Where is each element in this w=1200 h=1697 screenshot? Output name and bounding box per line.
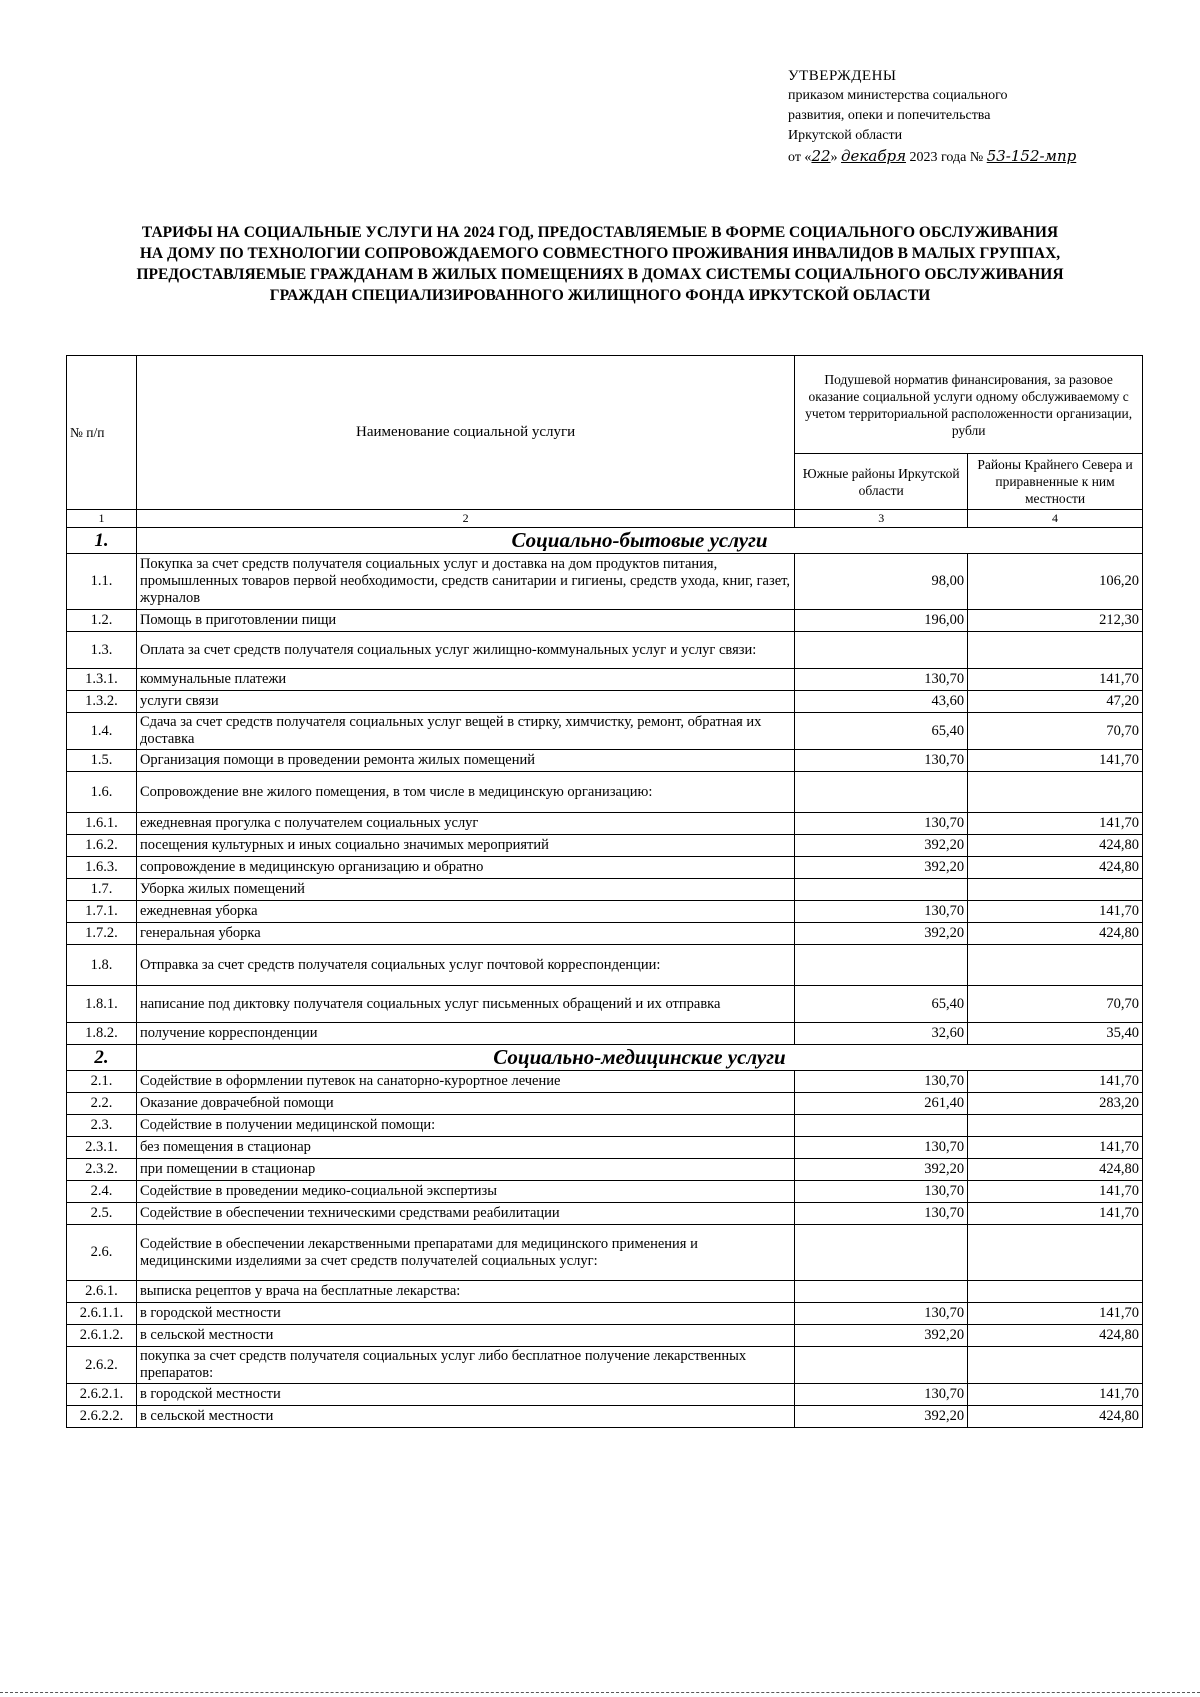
date-prefix: от « (788, 150, 812, 165)
tariff-north: 424,80 (968, 923, 1143, 945)
table-row (67, 1325, 1143, 1347)
table-row (67, 813, 1143, 835)
tariff-south: 130,70 (795, 1303, 968, 1325)
service-name: без помещения в стационар (136, 1137, 794, 1159)
table-row (67, 632, 1143, 669)
tariff-south (795, 945, 968, 986)
tariff-south: 392,20 (795, 1406, 968, 1428)
tariff-south: 261,40 (795, 1093, 968, 1115)
section-number: 1. (67, 528, 137, 554)
approval-date-line (788, 146, 1188, 168)
table-row (67, 923, 1143, 945)
tariff-south: 65,40 (795, 986, 968, 1023)
table-row (67, 713, 1143, 750)
service-name: ежедневная прогулка с получателем социальных услуг (136, 813, 794, 835)
service-name: Оплата за счет средств получателя социальных услуг жилищно-коммунальных услуг и услуг связи: (136, 632, 794, 669)
tariff-south (795, 1225, 968, 1281)
tariff-south: 392,20 (795, 835, 968, 857)
table-row (67, 901, 1143, 923)
row-number: 2.6.1. (67, 1281, 137, 1303)
tariff-north: 141,70 (968, 669, 1143, 691)
service-name: Содействие в проведении медико-социальной экспертизы (136, 1181, 794, 1203)
service-name: Организация помощи в проведении ремонта жилых помещений (136, 750, 794, 772)
tariff-north: 70,70 (968, 986, 1143, 1023)
table-row (67, 1159, 1143, 1181)
tariff-north: 141,70 (968, 1384, 1143, 1406)
tariff-south: 130,70 (795, 1384, 968, 1406)
tariff-north: 141,70 (968, 1203, 1143, 1225)
row-number: 2.5. (67, 1203, 137, 1225)
row-number: 1.2. (67, 610, 137, 632)
row-number: 2.4. (67, 1181, 137, 1203)
header-norm: Подушевой норматив финансирования, за разовое оказание социальной услуги одному обслуживаемому с учетом территориальной расположенности организации, рубли (795, 356, 1143, 454)
service-name: Покупка за счет средств получателя социальных услуг и доставка на дом продуктов питания, промышленных товаров первой необходимости, средств санитарии и гигиены, средств ухода, книг, газет, журналов (136, 554, 794, 610)
table-row (67, 1137, 1143, 1159)
page-edge-rule (0, 1692, 1200, 1693)
tariff-south (795, 772, 968, 813)
date-day: 22 (811, 147, 831, 165)
row-number: 1.6.1. (67, 813, 137, 835)
service-name: Оказание доврачебной помощи (136, 1093, 794, 1115)
service-name: получение корреспонденции (136, 1023, 794, 1045)
service-name: Содействие в обеспечении лекарственными препаратами для медицинского применения и медицинскими изделиями за счет средств получателей социальных услуг: (136, 1225, 794, 1281)
tariff-north: 141,70 (968, 1181, 1143, 1203)
tariff-north: 141,70 (968, 813, 1143, 835)
tariff-south: 392,20 (795, 923, 968, 945)
date-mid: » (830, 150, 838, 165)
table-row (67, 1384, 1143, 1406)
row-number: 2.6. (67, 1225, 137, 1281)
table-row (67, 610, 1143, 632)
row-number: 2.1. (67, 1071, 137, 1093)
tariff-south (795, 879, 968, 901)
row-number: 2.6.2. (67, 1347, 137, 1384)
tariffs-table (66, 355, 1143, 1428)
table-row (67, 1115, 1143, 1137)
tariff-north (968, 632, 1143, 669)
date-month: декабря (841, 147, 907, 165)
table-row (67, 1181, 1143, 1203)
tariff-north: 141,70 (968, 1303, 1143, 1325)
row-number: 1.7.2. (67, 923, 137, 945)
approval-block (788, 66, 1188, 168)
table-row (67, 857, 1143, 879)
tariff-north (968, 1347, 1143, 1384)
service-name: при помещении в стационар (136, 1159, 794, 1181)
tariff-north: 70,70 (968, 713, 1143, 750)
service-name: Содействие в обеспечении техническими средствами реабилитации (136, 1203, 794, 1225)
tariff-north: 47,20 (968, 691, 1143, 713)
tariff-south: 392,20 (795, 1325, 968, 1347)
title-line: ГРАЖДАН СПЕЦИАЛИЗИРОВАННОГО ЖИЛИЩНОГО ФОНДА ИРКУТСКОЙ ОБЛАСТИ (269, 287, 931, 304)
service-name: Помощь в приготовлении пищи (136, 610, 794, 632)
title-line: ПРЕДОСТАВЛЯЕМЫЕ ГРАЖДАНАМ В ЖИЛЫХ ПОМЕЩЕНИЯХ В ДОМАХ СИСТЕМЫ СОЦИАЛЬНОГО ОБСЛУЖИВАНИЯ (136, 266, 1064, 283)
row-number: 1.6.2. (67, 835, 137, 857)
tariff-south: 196,00 (795, 610, 968, 632)
service-name: Содействие в оформлении путевок на санаторно-курортное лечение (136, 1071, 794, 1093)
tariff-south: 130,70 (795, 1071, 968, 1093)
service-name: коммунальные платежи (136, 669, 794, 691)
row-number: 2.6.1.2. (67, 1325, 137, 1347)
table-row (67, 554, 1143, 610)
table-row (67, 1023, 1143, 1045)
tariff-north (968, 772, 1143, 813)
table-row (67, 1203, 1143, 1225)
tariff-north: 424,80 (968, 857, 1143, 879)
row-number: 1.6. (67, 772, 137, 813)
row-number: 1.8.1. (67, 986, 137, 1023)
table-row (67, 879, 1143, 901)
header-north: Районы Крайнего Севера и приравненные к ним местности (968, 454, 1143, 510)
tariff-north: 212,30 (968, 610, 1143, 632)
tariff-south (795, 1281, 968, 1303)
tariff-south (795, 1347, 968, 1384)
service-name: выписка рецептов у врача на бесплатные лекарства: (136, 1281, 794, 1303)
tariff-north: 141,70 (968, 750, 1143, 772)
service-name: написание под диктовку получателя социальных услуг письменных обращений и их отправка (136, 986, 794, 1023)
row-number: 1.3.2. (67, 691, 137, 713)
column-number: 4 (968, 510, 1143, 528)
table-row (67, 986, 1143, 1023)
service-name: сопровождение в медицинскую организацию и обратно (136, 857, 794, 879)
tariff-north: 424,80 (968, 1159, 1143, 1181)
service-name: ежедневная уборка (136, 901, 794, 923)
table-row (67, 1225, 1143, 1281)
row-number: 1.3.1. (67, 669, 137, 691)
table-row (67, 772, 1143, 813)
table-row (67, 1303, 1143, 1325)
service-name: в сельской местности (136, 1406, 794, 1428)
approval-line-3: Иркутской области (788, 128, 903, 143)
row-number: 1.8. (67, 945, 137, 986)
row-number: 1.6.3. (67, 857, 137, 879)
service-name: Отправка за счет средств получателя социальных услуг почтовой корреспонденции: (136, 945, 794, 986)
table-row (67, 750, 1143, 772)
approval-line-2: развития, опеки и попечительства (788, 108, 991, 123)
service-name: Сопровождение вне жилого помещения, в том числе в медицинскую организацию: (136, 772, 794, 813)
table-row (67, 835, 1143, 857)
section-number: 2. (67, 1045, 137, 1071)
tariff-south: 43,60 (795, 691, 968, 713)
service-name: генеральная уборка (136, 923, 794, 945)
row-number: 1.4. (67, 713, 137, 750)
tariff-south: 130,70 (795, 1137, 968, 1159)
table-row (67, 1281, 1143, 1303)
date-year: 2023 года № (909, 150, 984, 165)
tariff-south: 98,00 (795, 554, 968, 610)
tariff-north: 141,70 (968, 1137, 1143, 1159)
tariff-south: 65,40 (795, 713, 968, 750)
header-name: Наименование социальной услуги (136, 356, 794, 510)
column-number: 3 (795, 510, 968, 528)
row-number: 2.6.2.1. (67, 1384, 137, 1406)
table-row (67, 1071, 1143, 1093)
tariff-south: 32,60 (795, 1023, 968, 1045)
service-name: посещения культурных и иных социально значимых мероприятий (136, 835, 794, 857)
row-number: 1.7. (67, 879, 137, 901)
service-name: в городской местности (136, 1384, 794, 1406)
table-row (67, 945, 1143, 986)
tariff-north: 283,20 (968, 1093, 1143, 1115)
tariff-north: 141,70 (968, 901, 1143, 923)
tariff-south: 392,20 (795, 1159, 968, 1181)
service-name: в сельской местности (136, 1325, 794, 1347)
row-number: 1.8.2. (67, 1023, 137, 1045)
tariff-north (968, 1115, 1143, 1137)
table-row (67, 1347, 1143, 1384)
service-name: услуги связи (136, 691, 794, 713)
service-name: покупка за счет средств получателя социальных услуг либо бесплатное получение лекарственных препаратов: (136, 1347, 794, 1384)
tariff-south (795, 1115, 968, 1137)
row-number: 2.2. (67, 1093, 137, 1115)
title-line: ТАРИФЫ НА СОЦИАЛЬНЫЕ УСЛУГИ НА 2024 ГОД, ПРЕДОСТАВЛЯЕМЫЕ В ФОРМЕ СОЦИАЛЬНОГО ОБСЛУЖИВАНИЯ (141, 224, 1059, 241)
row-number: 2.6.1.1. (67, 1303, 137, 1325)
row-number: 1.1. (67, 554, 137, 610)
tariff-north: 424,80 (968, 835, 1143, 857)
row-number: 2.3.2. (67, 1159, 137, 1181)
row-number: 1.5. (67, 750, 137, 772)
tariff-south (795, 632, 968, 669)
tariff-north: 35,40 (968, 1023, 1143, 1045)
section-title: Социально-бытовые услуги (136, 528, 1142, 554)
tariff-north: 141,70 (968, 1071, 1143, 1093)
approval-title: УТВЕРЖДЕНЫ (788, 68, 897, 84)
tariff-south: 130,70 (795, 901, 968, 923)
row-number: 1.7.1. (67, 901, 137, 923)
tariff-south: 392,20 (795, 857, 968, 879)
document-title (60, 222, 1140, 306)
title-line: НА ДОМУ ПО ТЕХНОЛОГИИ СОПРОВОЖДАЕМОГО СОВМЕСТНОГО ПРОЖИВАНИЯ ИНВАЛИДОВ В МАЛЫХ ГРУППАХ, (139, 245, 1061, 262)
table-row (67, 1093, 1143, 1115)
row-number: 2.6.2.2. (67, 1406, 137, 1428)
section-row (67, 528, 1143, 554)
tariff-south: 130,70 (795, 1181, 968, 1203)
service-name: Сдача за счет средств получателя социальных услуг вещей в стирку, химчистку, ремонт, обратная их доставка (136, 713, 794, 750)
section-title: Социально-медицинские услуги (136, 1045, 1142, 1071)
tariff-north: 106,20 (968, 554, 1143, 610)
table-row (67, 669, 1143, 691)
tariff-south: 130,70 (795, 813, 968, 835)
header-south: Южные районы Иркутской области (795, 454, 968, 510)
tariff-north (968, 1225, 1143, 1281)
tariff-north: 424,80 (968, 1325, 1143, 1347)
row-number: 1.3. (67, 632, 137, 669)
tariff-south: 130,70 (795, 1203, 968, 1225)
section-row (67, 1045, 1143, 1071)
row-number: 2.3. (67, 1115, 137, 1137)
column-number: 1 (67, 510, 137, 528)
approval-line-1: приказом министерства социального (788, 88, 1008, 103)
tariff-north (968, 1281, 1143, 1303)
header-num: № п/п (67, 356, 137, 510)
service-name: Содействие в получении медицинской помощи: (136, 1115, 794, 1137)
row-number: 2.3.1. (67, 1137, 137, 1159)
tariff-south: 130,70 (795, 750, 968, 772)
tariff-north (968, 879, 1143, 901)
tariff-north: 424,80 (968, 1406, 1143, 1428)
service-name: в городской местности (136, 1303, 794, 1325)
tariff-north (968, 945, 1143, 986)
table-row (67, 1406, 1143, 1428)
service-name: Уборка жилых помещений (136, 879, 794, 901)
tariff-south: 130,70 (795, 669, 968, 691)
order-number: 53-152-мпр (986, 147, 1077, 165)
table-row (67, 691, 1143, 713)
column-number: 2 (136, 510, 794, 528)
